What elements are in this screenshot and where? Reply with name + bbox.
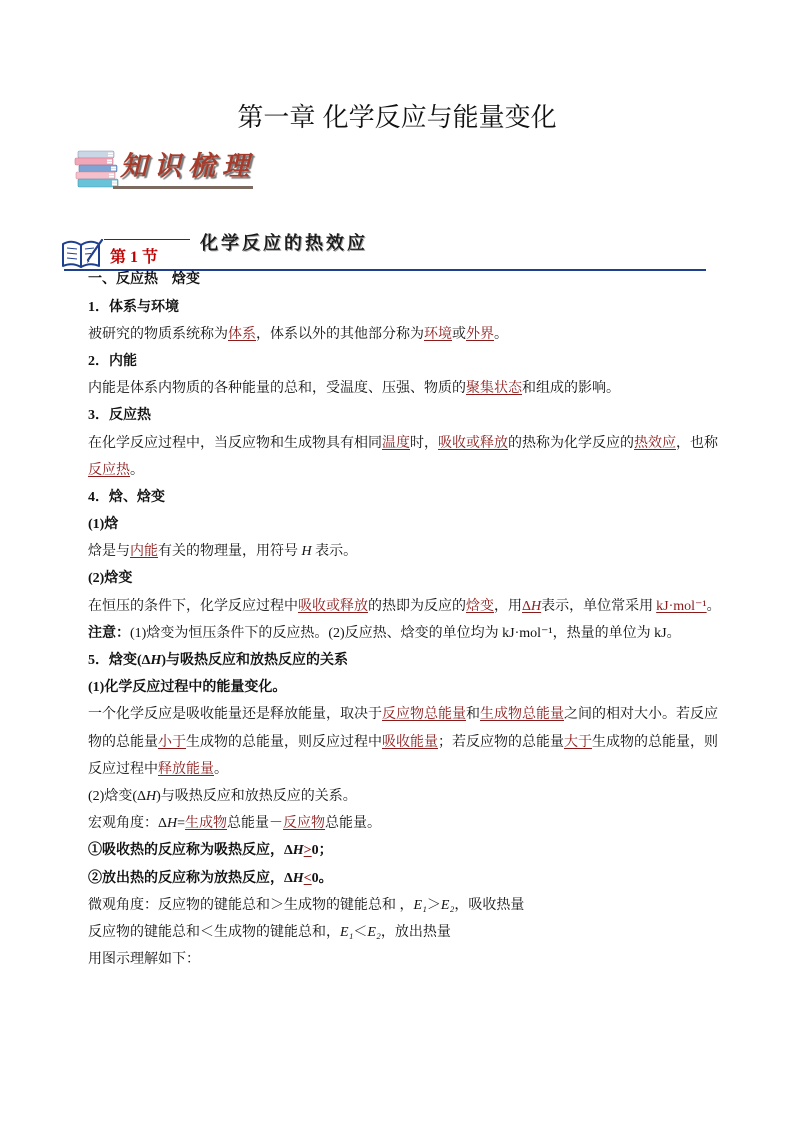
note-label: 注意： bbox=[88, 625, 130, 641]
diagram-intro: 用图示理解如下： bbox=[88, 952, 200, 968]
text-segment: 被研究的物质系统称为 bbox=[88, 326, 228, 342]
underlined-answer: 吸收或释放 bbox=[298, 598, 368, 614]
text-segment: 5．焓变(Δ bbox=[88, 653, 151, 669]
symbol-h: H bbox=[150, 653, 162, 669]
text-segment: ＜ bbox=[353, 924, 368, 940]
symbol-h: H bbox=[146, 788, 157, 804]
text-segment: 焓是与 bbox=[88, 544, 130, 560]
heading-reaction-heat: 3．反应热 bbox=[88, 408, 151, 424]
underlined-answer: 反应物 bbox=[283, 816, 326, 832]
part-heading: 一、反应热 焓变 bbox=[88, 272, 200, 288]
underlined-answer: 热效应 bbox=[634, 435, 676, 451]
paragraph-line bbox=[88, 729, 748, 756]
document-body bbox=[88, 266, 748, 973]
underlined-answer: 温度 bbox=[382, 435, 410, 451]
exothermic-rule bbox=[88, 865, 748, 892]
symbol-h: H bbox=[531, 598, 542, 614]
symbol-h: H bbox=[292, 870, 304, 886]
text-segment: ＞ bbox=[426, 897, 441, 913]
underlined-answer: 释放能量 bbox=[158, 761, 214, 777]
section-number: 第 1 节 bbox=[110, 249, 159, 266]
symbol-e2: E₂ bbox=[367, 924, 381, 940]
subheading-relation bbox=[88, 783, 748, 810]
section-title: 化学反应的热效应 bbox=[200, 233, 368, 253]
paragraph-line bbox=[88, 756, 748, 783]
text-segment: 时， bbox=[410, 435, 438, 451]
text-segment: 0。 bbox=[311, 870, 333, 886]
text-segment: (2)焓变(Δ bbox=[88, 788, 146, 804]
text-segment: 表示。 bbox=[311, 544, 358, 560]
text-segment: ，吸收热量 bbox=[454, 897, 525, 913]
underlined-answer: 环境 bbox=[424, 326, 452, 342]
text-segment: 和 bbox=[466, 707, 480, 723]
underlined-answer bbox=[522, 599, 541, 614]
heading-enthalpy-relation bbox=[88, 647, 748, 674]
text-segment: 在恒压的条件下，化学反应过程中 bbox=[88, 598, 298, 614]
symbol-e2: E₂ bbox=[440, 897, 455, 913]
text-segment: ，用 bbox=[494, 598, 522, 614]
text-segment: 。 bbox=[130, 462, 144, 478]
subheading-energy-change: (1)化学反应过程中的能量变化。 bbox=[88, 680, 287, 696]
text-segment: 。 bbox=[494, 326, 508, 342]
text-segment: 有关的物理量，用符号 bbox=[158, 544, 302, 560]
subheading-enthalpy-change: (2)焓变 bbox=[88, 571, 133, 587]
paragraph-line bbox=[88, 538, 748, 565]
text-segment: 或 bbox=[452, 326, 466, 342]
text-segment: ，体系以外的其他部分称为 bbox=[256, 326, 424, 342]
text-segment: )与吸热反应和放热反应的关系 bbox=[161, 653, 349, 669]
paragraph-line bbox=[88, 593, 748, 620]
text-segment: 生成物的总能量，则 bbox=[592, 734, 718, 750]
underlined-answer: 吸收能量 bbox=[382, 734, 438, 750]
underlined-answer: 吸收或释放 bbox=[438, 435, 508, 451]
underlined-answer: 小于 bbox=[158, 734, 186, 750]
text-segment: 0； bbox=[311, 843, 333, 859]
text-segment: (1)焓变为恒压条件下的反应热。(2)反应热、焓变的单位均为 kJ·mol⁻¹，热量的单位为 kJ。 bbox=[130, 625, 681, 641]
underlined-answer: 大于 bbox=[564, 734, 592, 750]
note-line bbox=[88, 620, 748, 647]
text-segment: 在化学反应过程中，当反应物和生成物具有相同 bbox=[88, 435, 382, 451]
heading-internal-energy: 2．内能 bbox=[88, 353, 137, 369]
text-segment: ，也称 bbox=[676, 435, 718, 451]
underlined-answer: 内能 bbox=[130, 544, 158, 560]
banner-underline bbox=[113, 186, 253, 189]
text-segment: 一个化学反应是吸收能量还是释放能量，取决于 bbox=[88, 707, 382, 723]
symbol-e1: E₁ bbox=[413, 897, 427, 913]
text-segment: 的热即为反应的 bbox=[368, 598, 466, 614]
underlined-answer: 反应物总能量 bbox=[382, 707, 466, 723]
text-segment: ①吸收热的反应称为吸热反应，Δ bbox=[88, 843, 293, 859]
underlined-answer: 外界 bbox=[466, 326, 494, 342]
symbol-e1: E₁ bbox=[340, 924, 354, 940]
underlined-answer: > bbox=[303, 843, 312, 859]
subheading-enthalpy: (1)焓 bbox=[88, 517, 119, 533]
heading-enthalpy: 4．焓、焓变 bbox=[88, 489, 165, 505]
paragraph-line bbox=[88, 457, 748, 484]
micro-view-line bbox=[88, 919, 748, 946]
chapter-title: 第一章 化学反应与能量变化 bbox=[237, 102, 557, 132]
text-segment: 宏观角度：Δ bbox=[88, 816, 168, 832]
text-segment: = bbox=[177, 816, 186, 832]
text-segment: ，放出热量 bbox=[380, 924, 451, 940]
text-segment: 生成物的总能量，则反应过程中 bbox=[186, 734, 382, 750]
paragraph-line bbox=[88, 375, 748, 402]
micro-view-line bbox=[88, 892, 748, 919]
macro-view-line bbox=[88, 810, 748, 837]
underlined-answer: kJ·mol⁻¹ bbox=[656, 598, 707, 614]
text-segment: 总能量－ bbox=[227, 816, 284, 832]
text-segment: 。 bbox=[214, 761, 228, 777]
text-segment: 之间的相对大小。若反应 bbox=[564, 707, 718, 723]
text-segment: ；若反应物的总能量 bbox=[438, 734, 564, 750]
banner-label: 知识梳理 bbox=[120, 151, 256, 182]
text-segment: 总能量。 bbox=[325, 816, 382, 832]
text-segment: 微观角度：反应物的键能总和＞生成物的键能总和 ， bbox=[88, 897, 414, 913]
underlined-answer: 生成物总能量 bbox=[480, 707, 564, 723]
delta-symbol: Δ bbox=[522, 598, 532, 614]
text-segment: 和组成的影响。 bbox=[522, 381, 620, 397]
text-segment: 反应物的键能总和＜生成物的键能总和， bbox=[88, 924, 340, 940]
underlined-answer: 焓变 bbox=[466, 598, 494, 614]
section-header-line bbox=[104, 239, 190, 240]
paragraph-line bbox=[88, 321, 748, 348]
paragraph-line bbox=[88, 701, 748, 728]
underlined-answer: < bbox=[303, 870, 312, 886]
text-segment: )与吸热反应和放热反应的关系。 bbox=[156, 788, 357, 804]
underlined-answer: 反应热 bbox=[88, 462, 130, 478]
text-segment: 。 bbox=[706, 598, 721, 614]
paragraph-line bbox=[88, 430, 748, 457]
symbol-h: H bbox=[167, 816, 178, 832]
text-segment: 内能是体系内物质的各种能量的总和，受温度、压强、物质的 bbox=[88, 381, 466, 397]
underlined-answer: 生成物 bbox=[185, 816, 228, 832]
text-segment: 物的总能量 bbox=[88, 734, 158, 750]
symbol-h: H bbox=[292, 843, 304, 859]
text-segment: 反应过程中 bbox=[88, 761, 158, 777]
symbol-h: H bbox=[301, 544, 312, 560]
underlined-answer: 体系 bbox=[228, 326, 256, 342]
underlined-answer: 聚集状态 bbox=[466, 381, 522, 397]
text-segment: 表示，单位常采用 bbox=[541, 598, 654, 614]
text-segment: ②放出热的反应称为放热反应，Δ bbox=[88, 870, 293, 886]
heading-system-environment: 1．体系与环境 bbox=[88, 299, 179, 315]
endothermic-rule bbox=[88, 837, 748, 864]
text-segment: 的热称为化学反应的 bbox=[508, 435, 634, 451]
